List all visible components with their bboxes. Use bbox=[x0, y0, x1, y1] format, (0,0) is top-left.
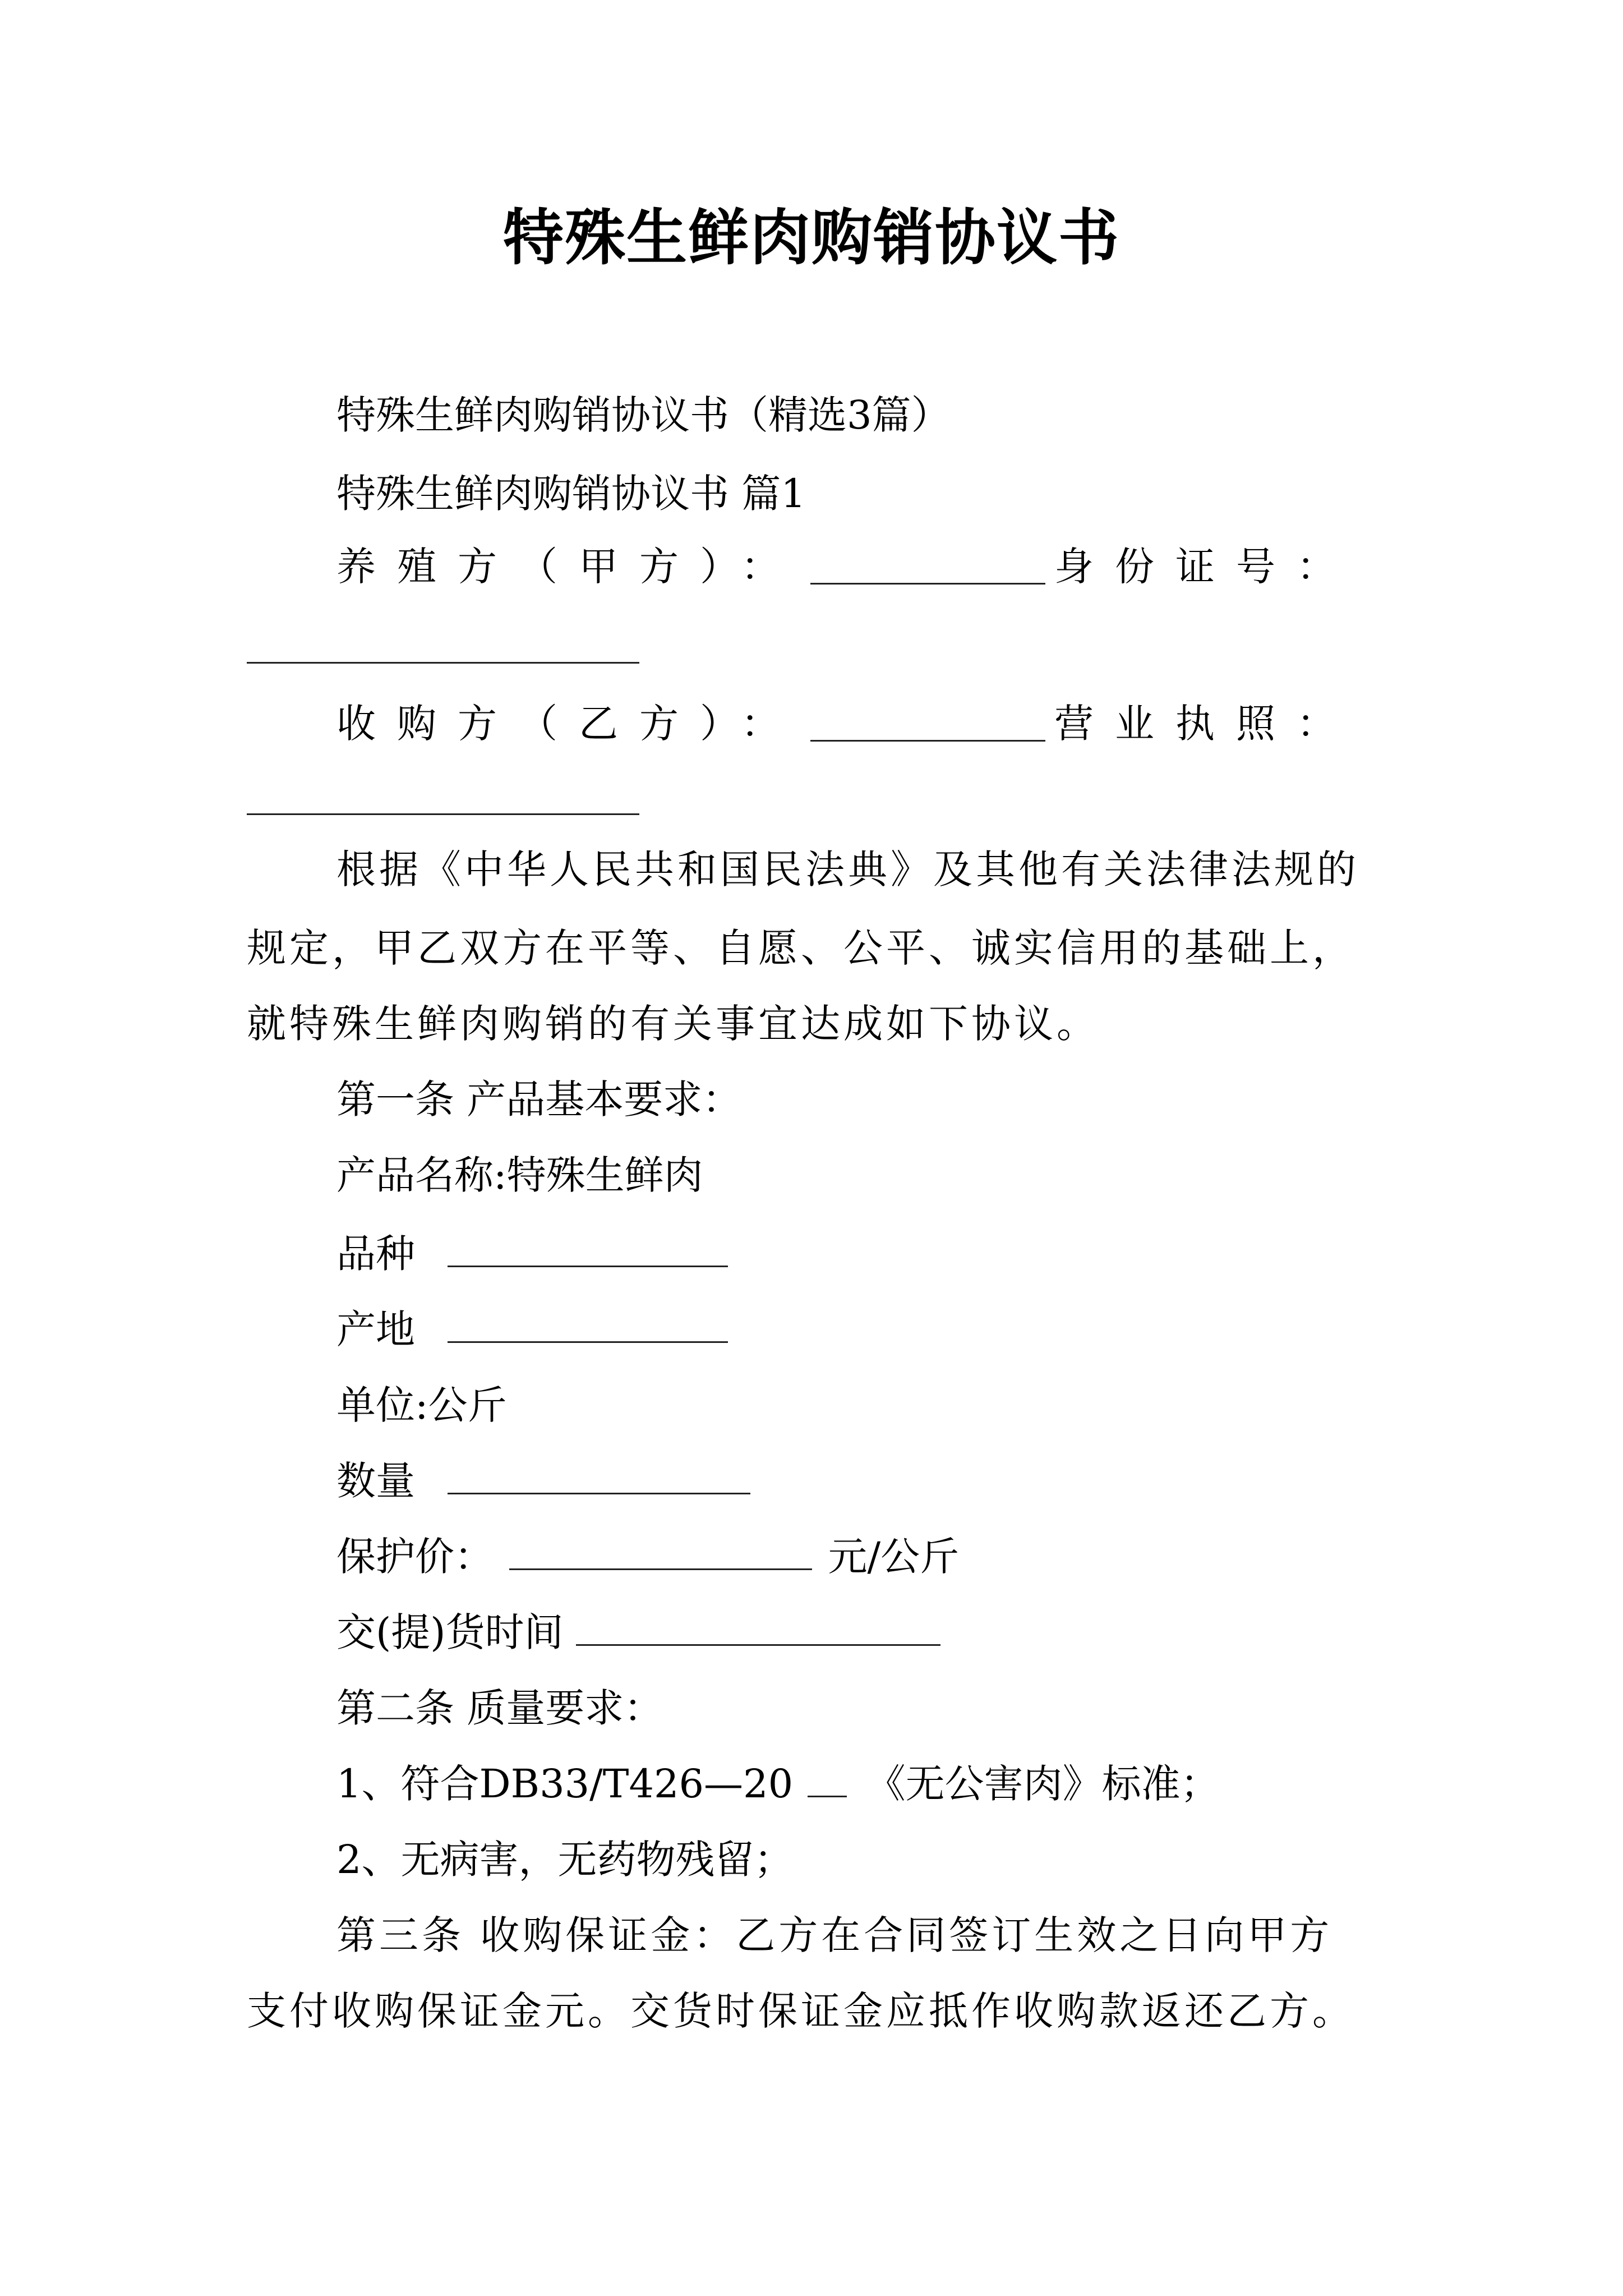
section-heading: 特殊生鲜肉购销协议书 篇1 bbox=[336, 471, 806, 517]
party-b-line bbox=[336, 696, 1357, 752]
article1-heading: 第一条 产品基本要求： bbox=[336, 1076, 742, 1122]
party-a-name-field[interactable] bbox=[810, 549, 1045, 585]
price-line bbox=[336, 1529, 959, 1585]
party-a-label: 养殖方（甲方）： bbox=[336, 544, 801, 590]
product-name: 产品名称:特殊生鲜肉 bbox=[336, 1152, 703, 1198]
party-b-name-field[interactable] bbox=[810, 706, 1045, 742]
delivery-label: 交(提)货时间 bbox=[336, 1609, 564, 1655]
origin-field[interactable] bbox=[448, 1308, 728, 1343]
party-b-label: 收购方（乙方）： bbox=[336, 701, 801, 747]
article2-item1-post: 《无公害肉》标准； bbox=[866, 1761, 1220, 1807]
article2-item1-pre: 1、符合DB33/T426—20 bbox=[336, 1761, 794, 1807]
preamble-line-3: 就特殊生鲜肉购销的有关事宜达成如下协议。 bbox=[247, 1001, 1099, 1047]
price-unit: 元/公斤 bbox=[828, 1534, 960, 1580]
preamble-line-1: 根据《中华人民共和国民法典》及其他有关法律法规的 bbox=[336, 846, 1359, 892]
origin-label: 产地 bbox=[336, 1306, 415, 1352]
delivery-line bbox=[336, 1604, 944, 1660]
party-b-license-label: 营业执照： bbox=[1054, 701, 1357, 747]
party-b-license-field[interactable] bbox=[247, 813, 639, 815]
article2-item2: 2、无病害，无药物残留； bbox=[336, 1837, 794, 1883]
article2-item1 bbox=[336, 1756, 1220, 1812]
quantity-label: 数量 bbox=[336, 1458, 415, 1504]
article3-line-1: 第三条 收购保证金：乙方在合同签订生效之日向甲方 bbox=[336, 1912, 1333, 1958]
article2-heading: 第二条 质量要求： bbox=[336, 1685, 663, 1731]
unit-line: 单位:公斤 bbox=[336, 1382, 507, 1428]
origin-line bbox=[336, 1301, 731, 1358]
quantity-field[interactable] bbox=[448, 1459, 750, 1494]
party-a-line bbox=[336, 539, 1357, 595]
preamble-line-2: 规定，甲乙双方在平等、自愿、公平、诚实信用的基础上， bbox=[247, 925, 1355, 971]
subtitle: 特殊生鲜肉购销协议书（精选3篇） bbox=[336, 392, 951, 438]
document-title: 特殊生鲜肉购销协议书 bbox=[502, 203, 1120, 273]
year-field[interactable] bbox=[808, 1762, 847, 1797]
price-field[interactable] bbox=[509, 1535, 812, 1570]
variety-line bbox=[336, 1226, 731, 1282]
quantity-line bbox=[336, 1453, 754, 1509]
delivery-field[interactable] bbox=[576, 1611, 940, 1646]
variety-label: 品种 bbox=[336, 1231, 415, 1277]
party-a-id-field[interactable] bbox=[247, 662, 639, 664]
party-a-id-label: 身份证号： bbox=[1054, 544, 1357, 590]
price-label: 保护价： bbox=[336, 1534, 494, 1580]
variety-field[interactable] bbox=[448, 1232, 728, 1267]
article3-line-2: 支付收购保证金元。交货时保证金应抵作收购款返还乙方。 bbox=[247, 1988, 1355, 2034]
